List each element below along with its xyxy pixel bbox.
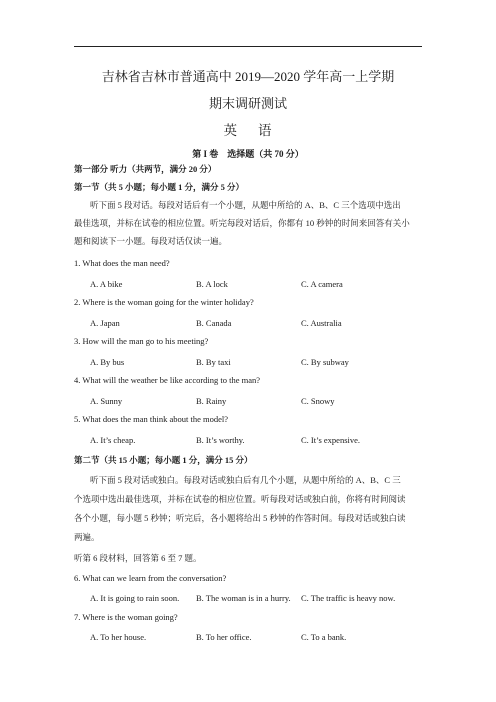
q5-option-a: A. It’s cheap.: [90, 435, 136, 445]
volume-heading: 第 I 卷 选择题（共 70 分）: [192, 149, 304, 159]
section1-heading: 第一节（共 5 小题；每小题 1 分，满分 5 分）: [74, 182, 245, 192]
q6-option-c: C. The traffic is heavy now.: [301, 593, 396, 603]
subject-title: [0, 119, 496, 139]
section1-instruction-1: 听下面 5 段对话。每段对话后有一个小题，从题中所给的 A、B、C 三个选项中选出: [90, 200, 401, 210]
q3-option-a: A. By bus: [90, 357, 125, 367]
q3-option-b: B. By taxi: [196, 357, 231, 367]
section2-instruction-2: 个选项中选出最佳选项，并标在试卷的相应位置。听每段对话或独白前，你将有时间阅读: [74, 494, 406, 504]
section2-instruction-1: 听下面 5 段对话或独白。每段对话或独白后有几个小题，从题中所给的 A、B、C 三: [90, 475, 401, 485]
subject-char-1: 英: [223, 123, 238, 138]
material-note: 听第 6 段材料，回答第 6 至 7 题。: [74, 553, 202, 563]
q6-option-a: A. It is going to rain soon.: [90, 593, 180, 603]
exam-title: 吉林省吉林市普通高中 2019—2020 学年高一上学期: [101, 69, 395, 84]
section1-instruction-3: 题和阅读下一小题。每段对话仅读一遍。: [74, 236, 228, 246]
q2-option-a: A. Japan: [90, 318, 120, 328]
q7-option-a: A. To her house.: [90, 632, 147, 642]
q3-option-c: C. By subway: [301, 357, 349, 367]
q2-option-c: C. Australia: [301, 318, 342, 328]
question-6: 6. What can we learn from the conversation?: [74, 573, 227, 583]
q5-option-c: C. It’s expensive.: [301, 435, 361, 445]
q4-option-a: A. Sunny: [90, 396, 123, 406]
section1-instruction-2: 最佳选项，并标在试卷的相应位置。听完每段对话后，你都有 10 秒钟的时间来回答有关小: [74, 218, 410, 228]
q1-option-c: C. A camera: [301, 279, 343, 289]
question-4: 4. What will the weather be like according to the man?: [74, 375, 261, 385]
exam-subtitle: 期末调研测试: [208, 96, 287, 111]
part1-heading: 第一部分 听力（共两节，满分 20 分）: [74, 164, 217, 174]
question-3: 3. How will the man go to his meeting?: [74, 336, 209, 346]
header-rule: [74, 46, 422, 47]
section2-instruction-3: 各个小题，每小题 5 秒钟；听完后，各小题将给出 5 秒钟的作答时间。每段对话或独白读: [74, 513, 406, 523]
q5-option-b: B. It’s worthy.: [196, 435, 245, 445]
section2-heading: 第二节（共 15 小题；每小题 1 分，满分 15 分）: [74, 455, 253, 465]
question-5: 5. What does the man think about the model?: [74, 414, 228, 424]
question-1: 1. What does the man need?: [74, 258, 170, 268]
q1-option-a: A. A bike: [90, 279, 123, 289]
q2-option-b: B. Canada: [196, 318, 232, 328]
section2-instruction-4: 两遍。: [74, 532, 100, 542]
q4-option-c: C. Snowy: [301, 396, 335, 406]
q4-option-b: B. Rainy: [196, 396, 227, 406]
q1-option-b: B. A lock: [196, 279, 228, 289]
question-2: 2. Where is the woman going for the winter holiday?: [74, 297, 254, 307]
question-7: 7. Where is the woman going?: [74, 612, 178, 622]
q6-option-b: B. The woman is in a hurry.: [196, 593, 291, 603]
q7-option-c: C. To a bank.: [301, 632, 347, 642]
q7-option-b: B. To her office.: [196, 632, 252, 642]
subject-char-2: 语: [258, 123, 273, 138]
